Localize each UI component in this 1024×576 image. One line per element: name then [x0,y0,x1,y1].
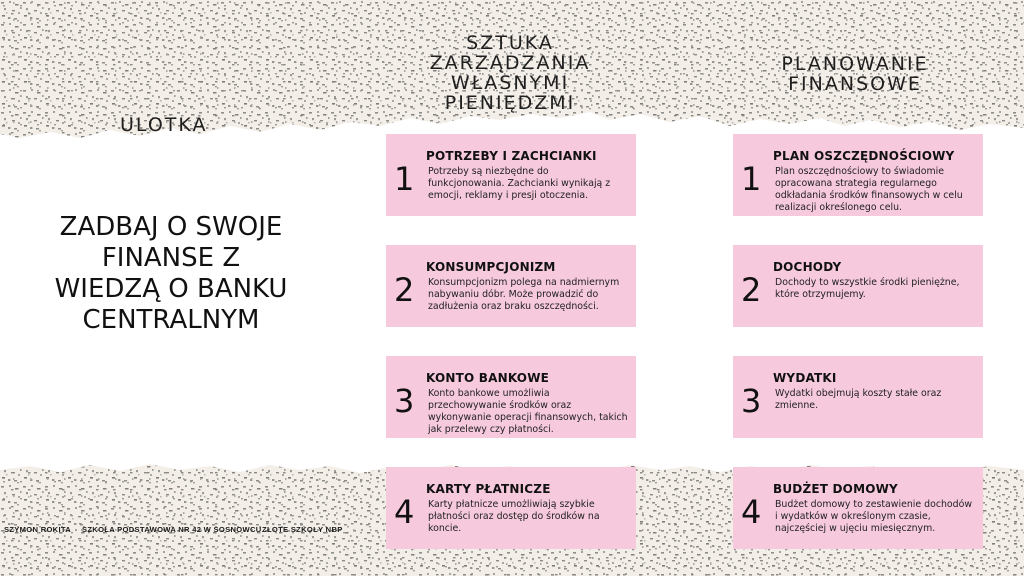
card-title: PLAN OSZCZĘDNOŚCIOWY [773,149,955,163]
headline-line: WIEDZĄ O BANKU [54,274,288,304]
left-column-title [400,33,620,113]
title-line: SZTUKA [466,32,554,54]
card-description: Dochody to wszystkie środki pieniężne, które otrzymujemy. [775,277,960,300]
title-line: WŁASNYMI [450,72,570,94]
card-bank-account [386,356,636,438]
card-description: Karty płatnicze umożliwiają szybkie płatności oraz dostęp do środków na koncie. [428,499,600,534]
card-income [733,245,983,327]
card-number: 4 [741,493,762,531]
card-description: Budżet domowy to zestawienie dochodów i wydatków w określonym czasie, najczęściej w ujęciu miesięcznym. [775,499,973,534]
card-description: Plan oszczędnościowy to świadomie opracowana strategia regularnego odkładania środków finansowych w celu realizacji określonego celu. [775,166,963,213]
card-number: 1 [394,160,415,198]
headline-line: ZADBAJ O SWOJE [59,212,283,242]
card-number: 2 [741,271,762,309]
card-title: KONTO BANKOWE [426,371,550,385]
card-consumerism [386,245,636,327]
card-description: Potrzeby są niezbędne do funkcjonowania. Zachcianki wynikają z emocji, reklamy i presji otoczenia. [428,166,611,201]
footer-program: ZŁOTE SZKOŁY NBP [262,525,343,534]
card-savings-plan [733,134,983,216]
card-title: KARTY PŁATNICZE [426,482,551,496]
card-number: 3 [741,382,762,420]
card-title: WYDATKI [773,371,837,385]
headline-line: CENTRALNYM [82,305,260,335]
title-line: PIENIĘDZMI [444,92,576,114]
footer-school: SZKOŁA PODSTAWOWA NR 42 W SOSNOWCU [82,525,262,534]
card-payment-cards [386,467,636,549]
card-needs-wants [386,134,636,216]
card-number: 1 [741,160,762,198]
card-title: BUDŻET DOMOWY [773,482,898,496]
card-household-budget [733,467,983,549]
card-title: DOCHODY [773,260,842,274]
headline [30,212,312,336]
card-number: 3 [394,382,415,420]
card-description: Konsumpcjonizm polega na nadmiernym nabywaniu dóbr. Może prowadzić do zadłużenia oraz braku oszczędności. [428,277,620,312]
right-column-title [735,54,975,94]
card-description: Wydatki obejmują koszty stałe oraz zmienne. [775,388,942,411]
title-line: FINANSOWE [788,73,922,95]
card-title: POTRZEBY I ZACHCIANKI [426,149,597,163]
card-expenses [733,356,983,438]
title-line: ZARZĄDZANIA [429,52,591,74]
card-number: 4 [394,493,415,531]
flyer-label: ULOTKA [120,114,208,136]
headline-line: FINANSE Z [101,243,241,273]
footer-author: SZYMON ROKITA [4,525,72,534]
title-line: PLANOWANIE [781,53,929,75]
card-title: KONSUMPCJONIZM [426,260,556,274]
card-description: Konto bankowe umożliwia przechowywanie środków oraz wykonywanie operacji finansowych, takich jak przelewy czy płatności. [428,388,628,435]
card-number: 2 [394,271,415,309]
